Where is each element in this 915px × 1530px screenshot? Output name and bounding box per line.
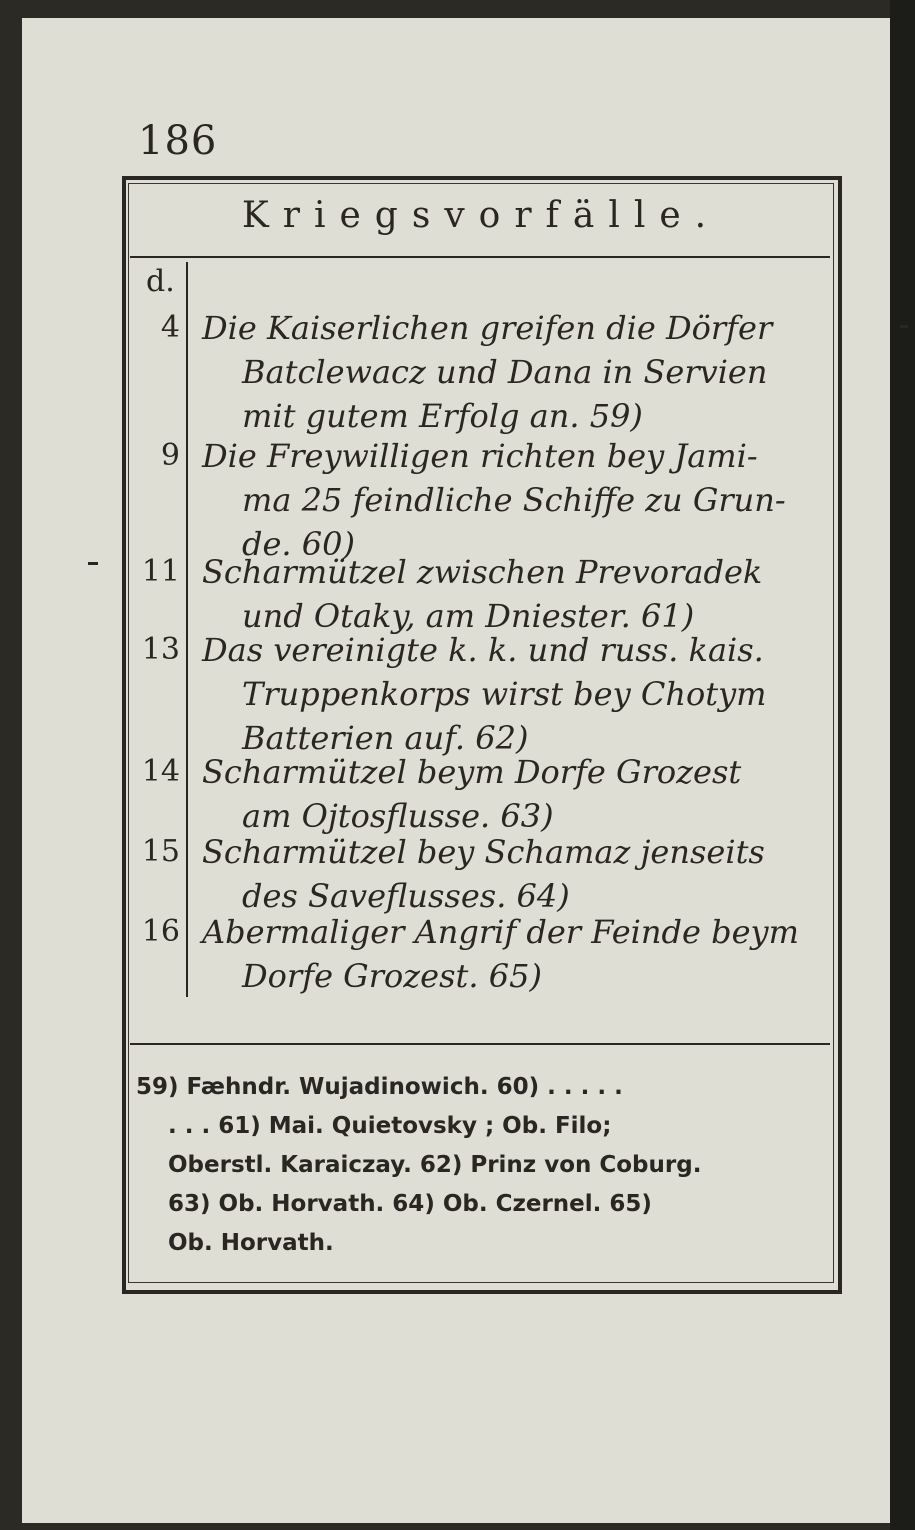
entry-day: 16 bbox=[141, 914, 180, 949]
entry-day: 9 bbox=[160, 438, 180, 473]
footnotes-block bbox=[136, 1068, 822, 1263]
entry-text bbox=[202, 910, 822, 998]
entry-line: mit gutem Erfolg an. 59) bbox=[242, 397, 643, 435]
entry-line: Scharmützel beym Dorfe Grozest bbox=[202, 753, 742, 791]
entry-line: Die Freywilligen richten bey Jami- bbox=[202, 437, 758, 475]
entry-line: de. 60) bbox=[242, 525, 355, 563]
entry-line: Dorfe Grozest. 65) bbox=[242, 957, 542, 995]
footnote-rule bbox=[130, 1043, 830, 1045]
margin-mark bbox=[900, 325, 908, 328]
entry-line: Batclewacz und Dana in Servien bbox=[242, 353, 768, 391]
entry-day: 4 bbox=[160, 310, 180, 345]
footnote-line: Oberstl. Karaiczay. 62) Prinz von Coburg. bbox=[168, 1152, 702, 1178]
entry-line: Truppenkorps wirst bey Chotym bbox=[242, 675, 767, 713]
entry-text bbox=[202, 550, 822, 638]
entry-line: Abermaliger Angrif der Feinde beym bbox=[202, 913, 799, 951]
entry-text bbox=[202, 628, 822, 760]
entry-text bbox=[202, 306, 822, 438]
entry-day: 15 bbox=[141, 834, 180, 869]
entry-line: Das vereinigte k. k. und russ. kais. bbox=[202, 631, 764, 669]
column-divider bbox=[186, 262, 188, 997]
entry-line: ma 25 feindliche Schiffe zu Grun- bbox=[242, 481, 786, 519]
entry-day: 11 bbox=[141, 554, 180, 589]
entry-line: Scharmützel bey Schamaz jenseits bbox=[202, 833, 765, 871]
entry-line: und Otaky, am Dniester. 61) bbox=[242, 597, 695, 635]
entry-day: 14 bbox=[141, 754, 180, 789]
day-column-header: d. bbox=[146, 264, 175, 299]
book-spine bbox=[890, 0, 915, 1530]
entry-text bbox=[202, 750, 822, 838]
footnote-line: Ob. Horvath. bbox=[168, 1230, 334, 1256]
entry-line: des Saveflusses. 64) bbox=[242, 877, 570, 915]
entry-line: Batterien auf. 62) bbox=[242, 719, 529, 757]
entry-day: 13 bbox=[141, 632, 180, 667]
section-title: Kriegsvorfälle. bbox=[241, 195, 721, 236]
entry-line: Die Kaiserlichen greifen die Dörfer bbox=[202, 309, 773, 347]
entry-text bbox=[202, 830, 822, 918]
entry-text bbox=[202, 434, 822, 566]
footnote-line: 59) Fæhndr. Wujadinowich. 60) . . . . . bbox=[136, 1074, 623, 1100]
margin-mark bbox=[88, 562, 98, 565]
title-rule bbox=[130, 256, 830, 258]
footnote-line: . . . 61) Mai. Quietovsky ; Ob. Filo; bbox=[168, 1113, 612, 1139]
page-number: 186 bbox=[138, 118, 218, 164]
entry-line: Scharmützel zwischen Prevoradek bbox=[202, 553, 763, 591]
entry-line: am Ojtosflusse. 63) bbox=[242, 797, 554, 835]
footnote-line: 63) Ob. Horvath. 64) Ob. Czernel. 65) bbox=[168, 1191, 652, 1217]
